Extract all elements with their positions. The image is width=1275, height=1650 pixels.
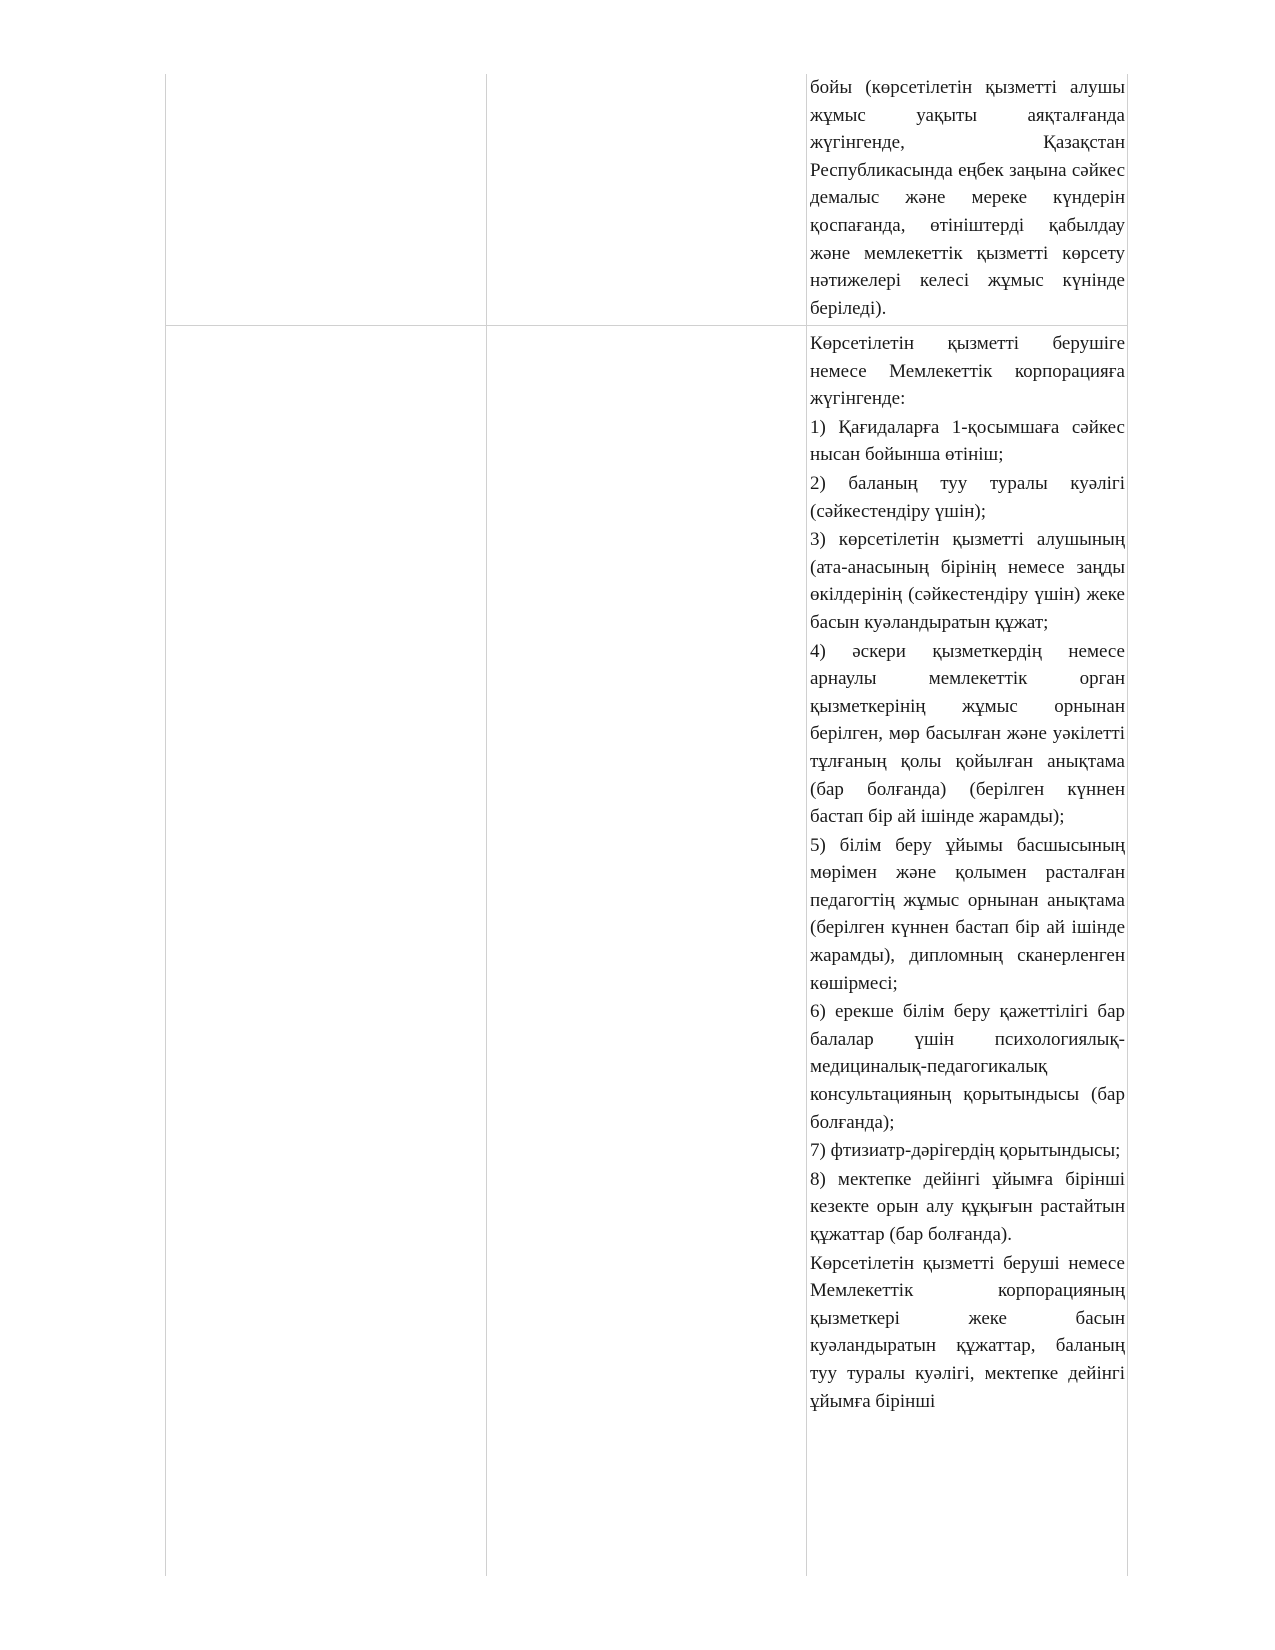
list-item-1: 1) Қағидаларға 1-қосымшаға сәйкес нысан бойынша өтініш; [810,416,1125,466]
list-item-4: 4) әскери қызметкердің немесе арнаулы мемлекеттік орган қызметкерінің жұмыс орнынан берілген, мөр басылған және уәкілетті тұлғаның қолы қойылған анықтама (бар болғанда) (берілген күннен бастап бір ай ішінде жарамды); [810,640,1125,828]
list-item-5: 5) білім беру ұйымы басшысының мөрімен және қолымен расталған педагогтің жұмыс орнынан анықтама (берілген күннен бастап бір ай ішінде жарамды), дипломның сканерленген көшірмесі; [810,834,1125,994]
list-item-6: 6) ерекше білім беру қажеттілігі бар балалар үшін психологиялық-медициналық-педагогикалық консультацияның қорытындысы (бар болғанда); [810,1001,1125,1133]
cell-paragraph-closing: Көрсетілетін қызметті беруші немесе Мемлекеттік корпорацияның қызметкері жеке басын куәландыратын құжаттар, баланың туу туралы куәлігі, мектепке дейінгі ұйымға бірінші [810,1252,1125,1412]
list-item-2: 2) баланың туу туралы куәлігі (сәйкестендіру үшін); [810,472,1125,522]
table-border-left [165,74,166,1576]
table-column-divider-2 [806,74,807,1576]
cell-paragraph: бойы (көрсетілетін қызметті алушы жұмыс уақыты аяқталғанда жүгінгенде, Қазақстан Республикасында еңбек заңына сәйкес демалыс және мереке күндерін қоспағанда, өтініштерді қабылдау және мемлекеттік қызметті көрсету нәтижелері келесі жұмыс күнінде беріледі). [810,77,1125,319]
cell-paragraph-intro: Көрсетілетін қызметті берушіге немесе Мемлекеттік корпорацияға жүгінгенде: [810,333,1125,410]
table-row-divider [165,325,1128,326]
table-border-right [1127,74,1128,1576]
list-item-8: 8) мектепке дейінгі ұйымға бірінші кезекте орын алу құқығын растайтын құжаттар (бар болғанда). [810,1168,1125,1245]
table-cell-row1-col3 [810,74,1125,323]
table-column-divider-1 [486,74,487,1576]
list-item-3: 3) көрсетілетін қызметті алушының (ата-анасының бірінің немесе заңды өкілдерінің (сәйкестендіру үшін) жеке басын куәландыратын құжат; [810,529,1125,633]
table-cell-row2-col3 [810,330,1125,1416]
list-item-7: 7) фтизиатр-дәрігердің қорытындысы; [810,1140,1121,1162]
